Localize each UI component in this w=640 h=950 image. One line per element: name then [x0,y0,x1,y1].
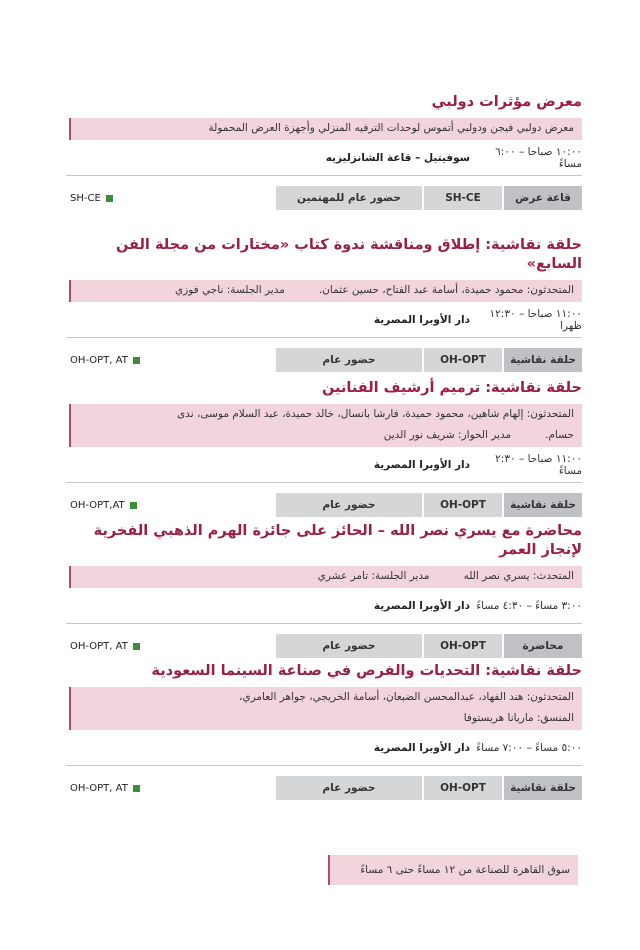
speakers-text-cont: حسام. [545,429,574,441]
event-time-venue [66,146,582,170]
tag-type: محاضرة [504,634,582,658]
tag-attendance: حضور عام [276,634,422,658]
venue-code-text: OH-OPT, AT [70,354,128,366]
venue-code-text: SH-CE [70,192,101,204]
event-description [69,404,582,447]
event-lecture-yousry-nasrallah [66,522,582,658]
tag-code: SH-CE [424,186,502,210]
speaker-text: المتحدث: يسري نصر الله [463,570,574,582]
footer-note: سوق القاهرة للصناعة من ١٢ مساءً حتى ٦ مساءً [328,855,578,885]
tag-attendance: حضور عام للمهتمين [276,186,422,210]
venue-code [66,355,276,366]
divider [66,765,582,766]
event-title: معرض مؤثرات دولبي [431,94,582,110]
venue-code [66,641,276,652]
event-venue: سوفيتيل – قاعة الشانزليزيه [325,152,470,164]
event-time: ٥:٠٠ مساءً – ٧:٠٠ مساءً [476,742,582,754]
event-saudi-cinema-panel [66,662,582,800]
speakers-text: المتحدثون: محمود حميدة، أسامة عبد الفتاح، حسين عثمان. [318,284,574,296]
event-tags [66,776,582,800]
green-square-icon [133,785,140,792]
venue-code-text: OH-OPT, AT [70,782,128,794]
event-book-discussion [66,236,582,372]
event-description [69,118,582,140]
moderator-text: مدير الجلسة: تامر عشري [317,570,430,582]
venue-code [66,500,276,511]
event-title: حلقة نقاشية: التحديات والفرص في صناعة السينما السعودية [151,663,582,679]
tag-attendance: حضور عام [276,348,422,372]
coordinator-text: المنسق: ماريانا هريستوفا [463,712,574,724]
venue-code [66,783,276,794]
venue-code [66,193,276,204]
venue-code-text: OH-OPT,AT [70,499,125,511]
moderator-text: مدير الحوار: شريف نور الدين [383,429,512,441]
divider [66,175,582,176]
tag-code: OH-OPT [424,348,502,372]
speakers-text: المتحدثون: إلهام شاهين، محمود حميدة، فارشا بانسال، خالد حميدة، عبد السلام موسى، ندى [176,408,574,420]
divider [66,337,582,338]
event-description [69,280,582,302]
tag-code: OH-OPT [424,493,502,517]
tag-attendance: حضور عام [276,493,422,517]
event-tags [66,186,582,210]
event-time: ١٠:٠٠ صباحا – ٦:٠٠ مساءً [495,146,582,170]
tag-type: حلقة نقاشية [504,493,582,517]
event-description [69,566,582,588]
tag-attendance: حضور عام [276,776,422,800]
event-time: ١١:٠٠ صباحا – ٢:٣٠ مساءً [495,453,582,477]
event-time-venue [66,308,582,332]
speakers-text: المتحدثون: هند الفهاد، عبدالمحسن الضبعان، أسامة الخريجي، جواهر العامري، [239,691,574,703]
tag-type: حلقة نقاشية [504,348,582,372]
event-dolby-exhibition [66,93,582,210]
event-venue: دار الأوبرا المصرية [373,314,470,326]
green-square-icon [133,643,140,650]
event-tags [66,493,582,517]
divider [66,482,582,483]
tag-type: قاعة عرض [504,186,582,210]
description-text: معرض دولبي فيجن ودولبي أتموس لوحدات الترفيه المنزلي وأجهزة العرض المحمولة [208,122,574,134]
moderator-text: مدير الجلسة: ناجي فوزي [174,284,285,296]
event-time-venue [66,740,582,756]
event-time: ٣:٠٠ مساءً – ٤:٣٠ مساءً [476,600,582,612]
tag-code: OH-OPT [424,776,502,800]
green-square-icon [130,502,137,509]
event-time-venue [66,453,582,477]
event-venue: دار الأوبرا المصرية [373,742,470,754]
event-description [69,687,582,730]
event-tags [66,348,582,372]
event-venue: دار الأوبرا المصرية [373,600,470,612]
event-title: حلقة نقاشية: إطلاق ومناقشة ندوة كتاب «مختارات من مجلة الفن السابع» [116,237,582,272]
tag-type: حلقة نقاشية [504,776,582,800]
event-title: محاضرة مع يسري نصر الله – الحائز على جائزة الهرم الذهبي الفخرية لإنجاز العمر [93,523,582,558]
venue-code-text: OH-OPT, AT [70,640,128,652]
tag-code: OH-OPT [424,634,502,658]
event-time-venue [66,598,582,614]
event-tags [66,634,582,658]
event-time: ١١:٠٠ صباحا – ١٢:٣٠ ظهرا [489,308,582,332]
event-title: حلقة نقاشية: ترميم أرشيف الفنانين [321,380,582,396]
event-venue: دار الأوبرا المصرية [373,459,470,471]
green-square-icon [106,195,113,202]
event-archive-restoration [66,379,582,517]
green-square-icon [133,357,140,364]
divider [66,623,582,624]
